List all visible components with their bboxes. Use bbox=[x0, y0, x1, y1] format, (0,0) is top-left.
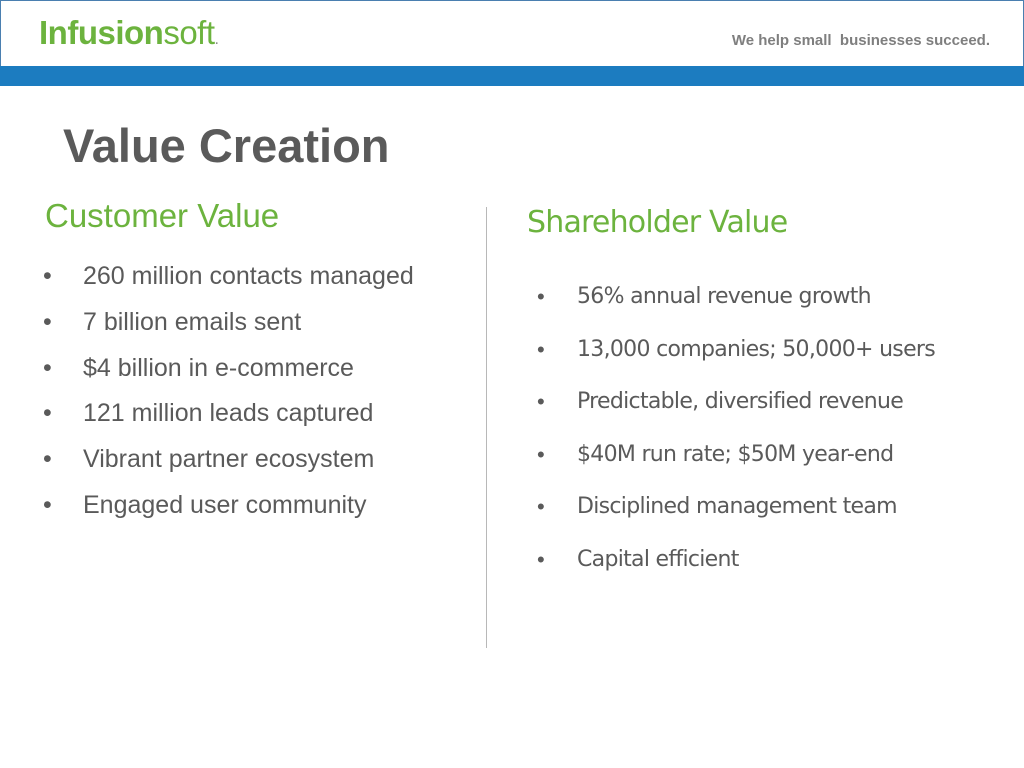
tagline: We help small businesses succeed. bbox=[731, 32, 990, 49]
bullet: • bbox=[537, 284, 545, 309]
shareholder-value-heading: Shareholder Value bbox=[527, 205, 788, 240]
logo-dot: . bbox=[214, 31, 219, 48]
logo-main-text: Infusion bbox=[39, 14, 164, 51]
customer-value-heading: Customer Value bbox=[45, 197, 280, 234]
slide-title: Value Creation bbox=[63, 119, 390, 172]
list-item-text: Capital efficient bbox=[577, 546, 739, 572]
bullet: • bbox=[43, 445, 52, 474]
bullet: • bbox=[43, 307, 52, 336]
column-divider bbox=[486, 207, 487, 648]
bullet: • bbox=[537, 546, 545, 572]
list-item-text: 121 million leads captured bbox=[83, 399, 374, 428]
list-item-text: Predictable, diversified revenue bbox=[577, 389, 904, 415]
bullet: • bbox=[43, 490, 52, 519]
list-item-text: $40M run rate; $50M year-end bbox=[577, 441, 894, 467]
bullet: • bbox=[537, 389, 545, 415]
list-item-text: 260 million contacts managed bbox=[83, 262, 414, 290]
header bbox=[0, 0, 1024, 66]
header-blue-bar bbox=[0, 66, 1024, 86]
logo-sub-text: soft bbox=[163, 14, 215, 51]
bullet: • bbox=[537, 336, 545, 362]
list-item-text: $4 billion in e-commerce bbox=[83, 353, 354, 382]
list-item-text: Engaged user community bbox=[83, 490, 367, 519]
list-item-text: Vibrant partner ecosystem bbox=[83, 445, 375, 474]
bullet: • bbox=[537, 494, 545, 520]
bullet: • bbox=[43, 262, 52, 290]
list-item-text: 56% annual revenue growth bbox=[577, 284, 871, 309]
list-item-text: 7 billion emails sent bbox=[83, 307, 302, 336]
list-item-text: 13,000 companies; 50,000+ users bbox=[577, 336, 936, 362]
bullet: • bbox=[43, 399, 52, 428]
bullet: • bbox=[43, 353, 52, 382]
bullet: • bbox=[537, 441, 545, 467]
infusionsoft-logo bbox=[39, 13, 218, 60]
list-item-text: Disciplined management team bbox=[577, 494, 897, 520]
